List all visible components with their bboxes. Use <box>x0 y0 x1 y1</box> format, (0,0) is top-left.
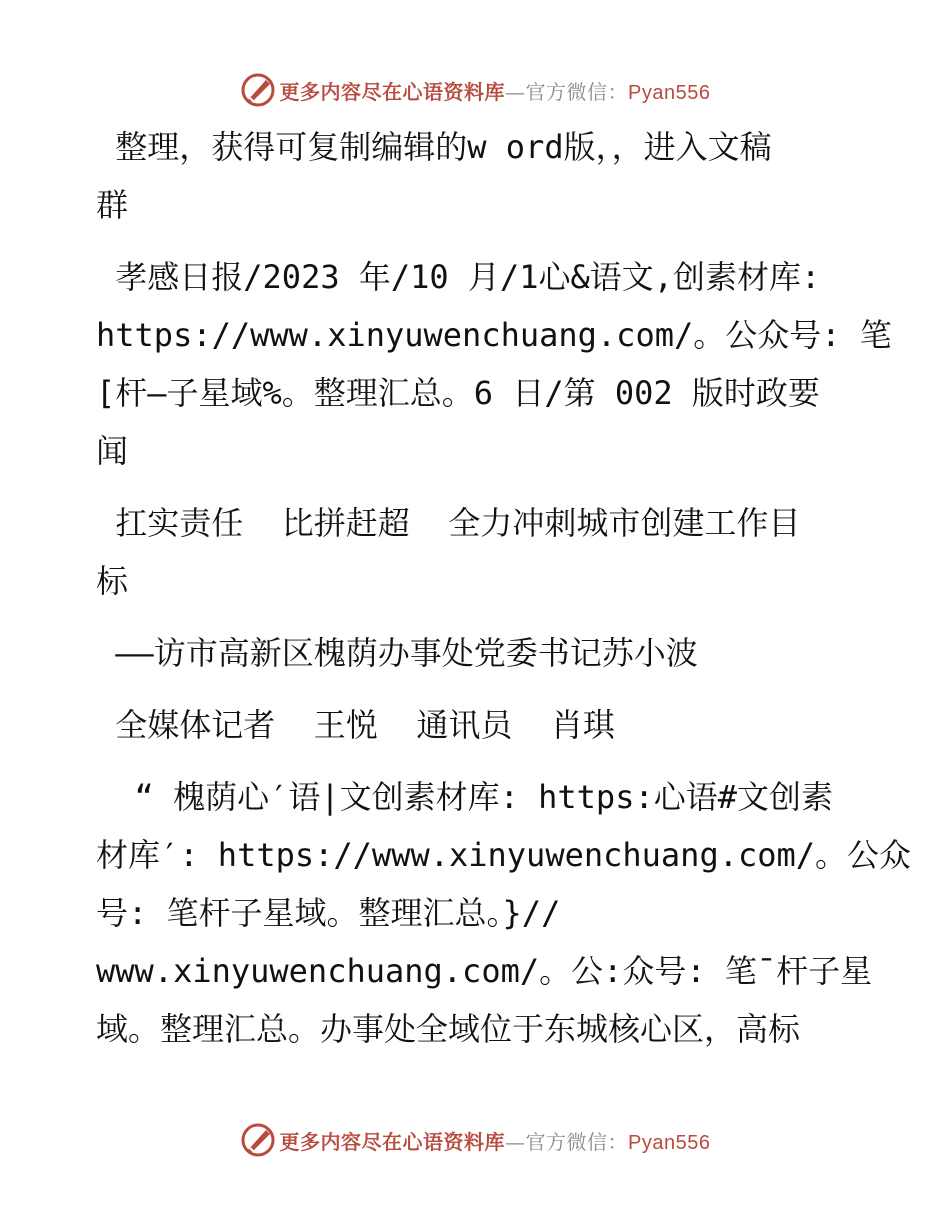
headline-line: 扛实责任 比拼赶超 全力冲刺城市创建工作目 <box>96 504 801 542</box>
byline-line: 全媒体记者 王悦 通讯员 肖琪 <box>96 706 615 744</box>
text-line: 域。整理汇总。办事处全域位于东城核心区，高标 <box>96 1010 801 1048</box>
pen-logo-icon <box>240 1122 276 1158</box>
text-line: 闻 <box>96 432 129 470</box>
text-line: https://www.xinyuwenchuang.com/。公众号: 笔 <box>96 316 892 354</box>
footer-wechat-id: Pyan556 <box>628 1131 711 1154</box>
body-paragraph <box>96 768 912 1058</box>
header-wechat-label: 官方微信： <box>525 79 629 104</box>
source-paragraph <box>96 248 892 480</box>
header-text <box>280 76 711 105</box>
header-watermark <box>0 70 950 110</box>
text-line: 号: 笔杆子星域。整理汇总。}// <box>96 894 561 932</box>
text-line: 整理，获得可复制编辑的w ord版，，进入文稿 <box>96 128 772 166</box>
text-line: [杆—子星域%。整理汇总。6 日/第 002 版时政要 <box>96 374 820 412</box>
header-separator: — <box>505 79 526 104</box>
article-byline <box>96 696 856 754</box>
footer-watermark <box>0 1120 950 1160</box>
subtitle-line: ——访市高新区槐荫办事处党委书记苏小波 <box>96 634 698 672</box>
footer-text <box>280 1126 711 1155</box>
footer-brand: 更多内容尽在心语资料库 <box>279 1129 506 1154</box>
article-subtitle <box>96 624 856 682</box>
header-wechat-id: Pyan556 <box>628 81 711 104</box>
document-body <box>96 118 912 1058</box>
article-headline <box>96 494 856 610</box>
text-line: www.xinyuwenchuang.com/。公:众号: 笔¯杆子星 <box>96 952 873 990</box>
text-line: 材库′: https://www.xinyuwenchuang.com/。公众 <box>96 836 912 874</box>
intro-paragraph <box>96 118 856 234</box>
text-line: 孝感日报/2023 年/10 月/1心&语文,创素材库: <box>96 258 821 296</box>
footer-separator: — <box>505 1129 526 1154</box>
pen-logo-icon <box>240 72 276 108</box>
header-brand: 更多内容尽在心语资料库 <box>279 79 506 104</box>
text-line: “ 槐荫心′语|文创素材库: https:心语#文创素 <box>96 778 833 816</box>
footer-wechat-label: 官方微信： <box>525 1129 629 1154</box>
text-line: 群 <box>96 186 129 224</box>
headline-line: 标 <box>96 562 129 600</box>
